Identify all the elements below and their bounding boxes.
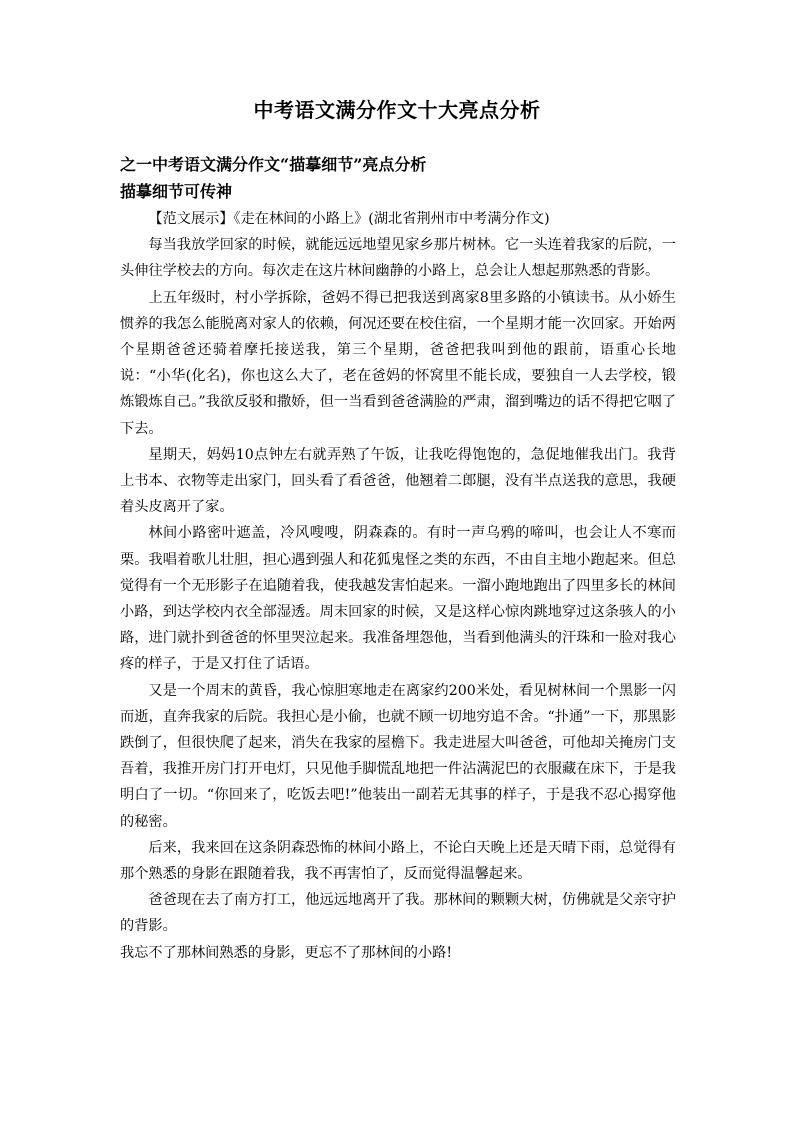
section-heading: 之一中考语文满分作文“描摹细节”亮点分析 — [120, 155, 427, 174]
document-title: 中考语文满分作文十大亮点分析 — [253, 98, 541, 122]
subheading: 描摹细节可传神 — [120, 182, 233, 201]
essay-paragraph: 后来，我来回在这条阴森恐怖的林间小路上，不论白天晚上还是天晴下雨，总觉得有那个熟悉的身影在跟随着我，我不再害怕了，反而觉得温馨起来。 — [120, 839, 676, 883]
essay-intro: 【范文展示】《走在林间的小路上》(湖北省荆州市中考满分作文) — [148, 211, 550, 227]
essay-body — [120, 206, 676, 966]
essay-paragraph: 林间小路密叶遮盖，冷风嗖嗖，阴森森的。有时一声乌鸦的啼叫，也会让人不寒而栗。我唱着歌儿壮胆，担心遇到强人和花狐鬼怪之类的东西，不由自主地小跑起来。但总觉得有一个无形影子在追随着我，使我越发害怕起来。一溜小跑地跑出了四里多长的林间小路，到达学校内衣全部湿透。周末回家的时候，又是这样心惊肉跳地穿过这条骇人的小路，进门就扑到爸爸的怀里哭泣起来。我准备埋怨他，当看到他满头的汗珠和一脸对我心疼的样子，于是又打住了话语。 — [120, 525, 676, 673]
essay-paragraph: 又是一个周末的黄昏，我心惊胆寒地走在离家约200米处，看见树林间一个黑影一闪而逝，直奔我家的后院。我担心是小偷，也就不顾一切地穷追不舍。“扑通”一下，那黑影跌倒了，但很快爬了起来，消失在我家的屋檐下。我走进屋大叫爸爸，可他却关掩房门支吾着，我推开房门打开电灯，只见他手脚慌乱地把一件沾满泥巴的衣服藏在床下，于是我明白了一切。“你回来了，吃饭去吧!”他装出一副若无其事的样子，于是我不忍心揭穿他的秘密。 — [120, 682, 676, 830]
essay-closing: 我忘不了那林间熟悉的身影，更忘不了那林间的小路! — [120, 944, 453, 961]
essay-paragraph: 每当我放学回家的时候，就能远远地望见家乡那片树林。它一头连着我家的后院，一头伸往学校去的方向。每次走在这片林间幽静的小路上，总会让人想起那熟悉的背影。 — [120, 237, 676, 280]
essay-paragraph: 星期天，妈妈10点钟左右就弄熟了午饭，让我吃得饱饱的，急促地催我出门。我背上书本、衣物等走出家门，回头看了看爸爸，他翘着二郎腿，没有半点送我的意思，我硬着头皮离开了家。 — [120, 446, 676, 516]
essay-paragraph: 爸爸现在去了南方打工，他远远地离开了我。那林间的颗颗大树，仿佛就是父亲守护的背影。 — [120, 892, 676, 935]
essay-paragraph: 上五年级时，村小学拆除，爸妈不得已把我送到离家8里多路的小镇读书。从小娇生惯养的我怎么能脱离对家人的依赖，何况还要在校住宿，一个星期才能一次回家。开始两个星期爸爸还骑着摩托接送我，第三个星期，爸爸把我叫到他的跟前，语重心长地说：“小华(化名)，你也这么大了，老在爸妈的怀窝里不能长成，要独自一人去学校，锻炼锻炼自己。”我欲反驳和撒娇，但一当看到爸爸满脸的严肃，溜到嘴边的话不得把它咽了下去。 — [120, 289, 676, 437]
